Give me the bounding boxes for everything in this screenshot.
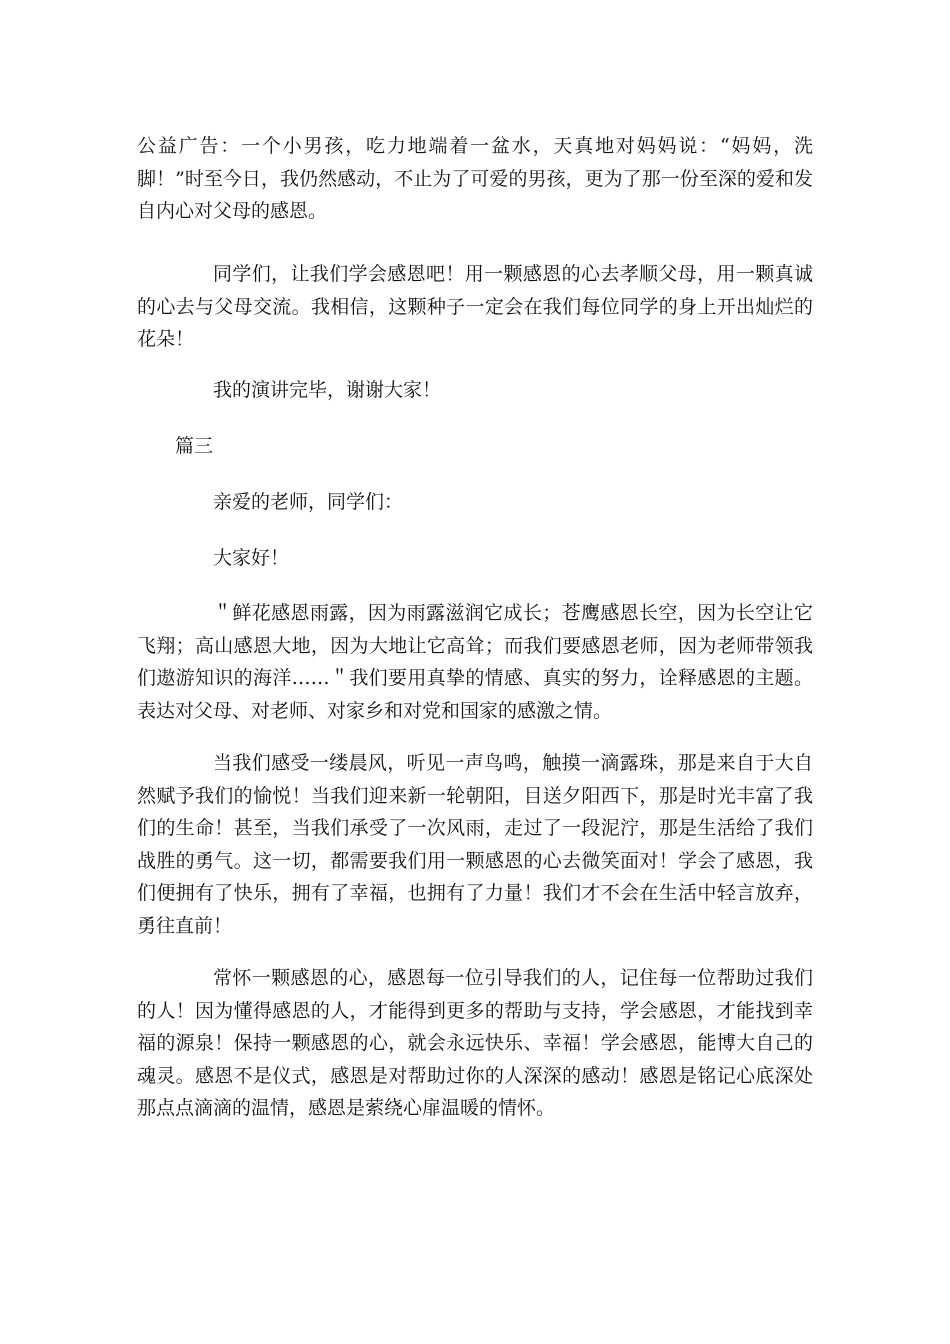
paragraph-public-service-ad: 公益广告：一个小男孩，吃力地端着一盆水，天真地对妈妈说：“妈妈，洗脚！”时至今日，我仍然感动，不止为了可爱的男孩，更为了那一份至深的爱和发自内心对父母的感恩。 bbox=[137, 135, 813, 222]
paragraph-salutation: 亲爱的老师，同学们： bbox=[213, 491, 404, 513]
paragraph-grateful-heart: 常怀一颗感恩的心，感恩每一位引导我们的人，记住每一位帮助过我们的人！因为懂得感恩的人，才能得到更多的帮助与支持，学会感恩，才能找到幸福的源泉！保持一颗感恩的心，就会永远快乐、幸福！学会感恩，能博大自己的魂灵。感恩不是仪式，感恩是对帮助过你的人深深的感动！感恩是铭记心底深处那点点滴滴的温情，感恩是萦绕心扉温暖的情怀。 bbox=[137, 967, 813, 1119]
paragraph-learn-gratitude: 同学们，让我们学会感恩吧！用一颗感恩的心去孝顺父母，用一颗真诚的心去与父母交流。我相信，这颗种子一定会在我们每位同学的身上开出灿烂的花朵！ bbox=[137, 263, 813, 350]
paragraph-nature-gratitude: 当我们感受一缕晨风，听见一声鸟鸣，触摸一滴露珠，那是来自于大自然赋予我们的愉悦！当我们迎来新一轮朝阳，目送夕阳西下，那是时光丰富了我们的生命！甚至，当我们承受了一次风雨，走过了一段泥泞，那是生活给了我们战胜的勇气。这一切，都需要我们用一颗感恩的心去微笑面对！学会了感恩，我们便拥有了快乐，拥有了幸福，也拥有了力量！我们才不会在生活中轻言放弃，勇往直前！ bbox=[137, 752, 813, 937]
paragraph-speech-end: 我的演讲完毕，谢谢大家！ bbox=[213, 379, 442, 401]
paragraph-greeting: 大家好！ bbox=[213, 547, 290, 569]
section-heading: 篇三 bbox=[175, 435, 214, 457]
paragraph-flowers-gratitude: ＂鲜花感恩雨露，因为雨露滋润它成长；苍鹰感恩长空，因为长空让它飞翔；高山感恩大地，因为大地让它高耸；而我们要感恩老师，因为老师带领我们遨游知识的海洋……＂我们要用真挚的情感、真实的努力，诠释感恩的主题。表达对父母、对老师、对家乡和对党和国家的感激之情。 bbox=[137, 602, 813, 722]
